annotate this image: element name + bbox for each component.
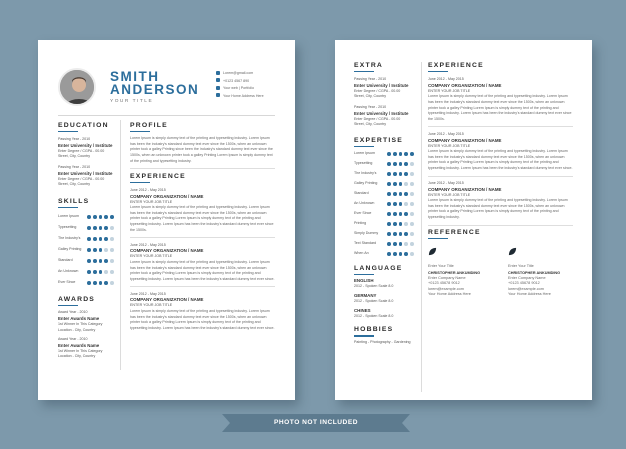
job-title: YOUR TITLE xyxy=(110,99,154,104)
rating-dot xyxy=(99,215,103,219)
skill-rating xyxy=(87,248,114,252)
reference-list xyxy=(428,246,573,297)
rating-dot xyxy=(87,248,91,252)
experience-entry xyxy=(130,292,275,332)
experience-job-title: ENTER YOUR JOB TITLE xyxy=(130,303,173,308)
email-icon xyxy=(216,71,220,75)
rating-dot xyxy=(404,152,408,156)
rating-dot xyxy=(110,215,114,219)
skill-name: The Industry's xyxy=(354,171,377,176)
rating-dot xyxy=(399,232,403,236)
skill-name: When An xyxy=(354,251,369,256)
profile-text: Lorem Ipsum is simply dummy text of the printing and typesetting industry. Lorem Ipsum has been the industry's standard dummy text ever since the 1500s, when an unknown printer took a galley Printing since been the industry's standard dummy text ever since the 1500s, when an unknown printer took a galley Printing Lorem Ipsum is simply dummy text of the printing and typesetting industry. xyxy=(130,136,273,163)
entry-divider xyxy=(130,286,275,287)
rating-dot xyxy=(104,248,108,252)
profile-photo xyxy=(58,68,96,106)
rating-dot xyxy=(93,248,97,252)
heading-underline xyxy=(354,71,374,72)
skill-name: Printing xyxy=(354,221,367,226)
rating-dot xyxy=(410,192,414,196)
resume-page-2 xyxy=(335,40,592,400)
rating-dot xyxy=(99,226,103,230)
rating-dot xyxy=(104,215,108,219)
right-column xyxy=(428,62,573,297)
name-block xyxy=(110,70,210,104)
extra-entry: Passing Year - 2010 Enter University / Institute Enter Degree / CGPA - 00.00 Street, City, Country xyxy=(354,77,409,99)
skill-rating xyxy=(387,202,414,206)
skill-rating xyxy=(387,232,414,236)
rating-dot xyxy=(393,252,397,256)
location-icon xyxy=(216,93,220,97)
rating-dot xyxy=(87,237,91,241)
column-divider xyxy=(421,62,422,392)
experience-entry xyxy=(130,188,275,238)
skill-name: Standard xyxy=(58,257,73,262)
experience-entry xyxy=(428,181,573,221)
skill-row xyxy=(58,244,114,255)
rating-dot xyxy=(387,182,391,186)
rating-dot xyxy=(393,212,397,216)
rating-dot xyxy=(410,222,414,226)
experience-job-title: ENTER YOUR JOB TITLE xyxy=(428,192,471,197)
leaf-icon xyxy=(508,247,517,256)
contact-email: Lorem@gmail.com xyxy=(216,70,264,78)
skill-rating xyxy=(387,222,414,226)
rating-dot xyxy=(93,281,97,285)
rating-dot xyxy=(404,182,408,186)
rating-dot xyxy=(93,226,97,230)
rating-dot xyxy=(393,152,397,156)
rating-dot xyxy=(399,192,403,196)
experience-job-title: ENTER YOUR JOB TITLE xyxy=(428,88,471,93)
skill-row xyxy=(354,229,414,239)
skill-name: An Unknown xyxy=(354,201,375,206)
skill-rating xyxy=(87,281,114,285)
rating-dot xyxy=(399,252,403,256)
rating-dot xyxy=(404,212,408,216)
skill-row xyxy=(354,239,414,249)
heading-underline xyxy=(428,71,448,72)
rating-dot xyxy=(87,259,91,263)
skill-rating xyxy=(387,212,414,216)
experience-job-title: ENTER YOUR JOB TITLE xyxy=(428,143,471,148)
skill-row xyxy=(354,189,414,199)
hobbies-text: Painting - Photography - Gardening xyxy=(354,339,411,344)
rating-dot xyxy=(93,270,97,274)
web-icon xyxy=(216,86,220,90)
right-column xyxy=(130,122,275,331)
skill-name: Text Standard xyxy=(354,241,377,246)
left-column xyxy=(354,62,414,345)
award-entry: Award Year - 2010 Enter Awards Name 1st Winner In This Category Location - City, Country xyxy=(58,337,103,359)
heading-underline xyxy=(130,182,150,183)
rating-dot xyxy=(110,248,114,252)
photo-not-included-banner xyxy=(222,414,410,432)
skill-rating xyxy=(387,162,414,166)
reference-heading: REFERENCE xyxy=(428,229,481,237)
experience-entry xyxy=(130,243,275,287)
skill-rating xyxy=(387,252,414,256)
rating-dot xyxy=(93,259,97,263)
rating-dot xyxy=(87,226,91,230)
skill-row xyxy=(354,159,414,169)
rating-dot xyxy=(104,270,108,274)
skill-row xyxy=(354,249,414,259)
banner-text: PHOTO NOT INCLUDED xyxy=(274,419,358,426)
rating-dot xyxy=(404,162,408,166)
skill-name: Standard xyxy=(354,191,369,196)
rating-dot xyxy=(410,242,414,246)
skill-rating xyxy=(87,226,114,230)
experience-job-title: ENTER YOUR JOB TITLE xyxy=(130,199,173,204)
heading-underline xyxy=(58,305,78,306)
award-entry: Award Year - 2010 Enter Awards Name 1st Winner In This Category Location - City, Country xyxy=(58,310,103,332)
heading-underline xyxy=(354,335,374,336)
header-divider xyxy=(58,115,275,116)
experience-dates: June 2012 - May 2015 xyxy=(428,181,464,186)
experience-text: Lorem Ipsum is simply dummy text of the printing and typesetting industry. Lorem Ipsum has been the industry's standard dummy text ever since the 1500s, when an unknown printer took a galley Printing Lorem Ipsum is simply dummy text of the printing and typesetting industry. Lorem Ipsum has been the industry's standard dummy text ever since. xyxy=(428,149,573,170)
experience-company: COMPANY ORGANIZATION / NAME xyxy=(428,186,502,192)
entry-divider xyxy=(130,237,275,238)
experience-company: COMPANY ORGANIZATION / NAME xyxy=(428,137,502,143)
rating-dot xyxy=(410,212,414,216)
skill-row xyxy=(58,255,114,266)
rating-dot xyxy=(110,270,114,274)
last-name: ANDERSON xyxy=(110,82,200,97)
skill-rating xyxy=(387,152,414,156)
extra-heading: EXTRA xyxy=(354,62,384,69)
skill-row xyxy=(354,199,414,209)
skill-rating xyxy=(87,237,114,241)
rating-dot xyxy=(110,226,114,230)
rating-dot xyxy=(110,259,114,263)
experience-dates: June 2012 - May 2015 xyxy=(428,131,464,136)
rating-dot xyxy=(393,182,397,186)
rating-dot xyxy=(387,202,391,206)
rating-dot xyxy=(404,242,408,246)
rating-dot xyxy=(393,162,397,166)
rating-dot xyxy=(399,242,403,246)
skill-name: Lorem Ipsum xyxy=(354,151,375,156)
rating-dot xyxy=(393,192,397,196)
rating-dot xyxy=(399,172,403,176)
skill-name: An Unknown xyxy=(58,268,79,273)
rating-dot xyxy=(404,192,408,196)
contact-web: Your web | Portfolio xyxy=(216,85,264,93)
skill-rating xyxy=(87,270,114,274)
section-divider xyxy=(428,225,573,226)
rating-dot xyxy=(410,232,414,236)
rating-dot xyxy=(410,172,414,176)
language-heading: LANGUAGE xyxy=(354,265,403,273)
rating-dot xyxy=(99,270,103,274)
heading-underline xyxy=(58,207,78,208)
entry-divider xyxy=(428,176,573,177)
rating-dot xyxy=(99,281,103,285)
skill-row xyxy=(354,179,414,189)
experience-entry xyxy=(428,77,573,127)
skill-rating xyxy=(387,192,414,196)
profile-heading: PROFILE xyxy=(130,122,168,129)
rating-dot xyxy=(399,182,403,186)
heading-underline xyxy=(130,131,150,132)
experience-list xyxy=(130,188,275,331)
rating-dot xyxy=(387,242,391,246)
rating-dot xyxy=(93,215,97,219)
experience-company: COMPANY ORGANIZATION / NAME xyxy=(130,248,204,254)
experience-job-title: ENTER YOUR JOB TITLE xyxy=(130,254,173,259)
education-entry: Passing Year - 2010 Enter University / Institute Enter Degree / CGPA - 00.00 Street, City, Country xyxy=(58,137,113,159)
skills-list xyxy=(58,211,114,288)
language-entry: CHINES 2012 - Spoken Scale 8.0 xyxy=(354,307,394,318)
skill-rating xyxy=(387,242,414,246)
rating-dot xyxy=(404,252,408,256)
experience-entry xyxy=(428,132,573,176)
rating-dot xyxy=(404,172,408,176)
column-divider xyxy=(120,120,121,370)
extra-entry: Passing Year - 2010 Enter University / Institute Enter Degree / CGPA - 00.00 Street, City, Country xyxy=(354,105,409,127)
skill-name: Typesetting xyxy=(354,161,373,166)
left-column xyxy=(58,122,114,360)
phone-icon xyxy=(216,78,220,82)
experience-text: Lorem Ipsum is simply dummy text of the printing and typesetting industry. Lorem Ipsum has been the industry's standard dummy text ever since the 1500s, when an unknown printer took a galley Printing Lorem Ipsum is simply dummy text of the printing and typesetting industry. Lorem Ipsum has been the industry's standard dummy text ever since. xyxy=(130,308,275,330)
entry-divider xyxy=(428,126,573,127)
experience-dates: June 2012 - May 2015 xyxy=(130,291,166,296)
reference-entry: Enter Your Title CHRISTOPHER ANKUMDING Enter Company Name +0123 45678 9012 lorem@example.com Your Home Address Here xyxy=(428,246,490,297)
rating-dot xyxy=(99,259,103,263)
rating-dot xyxy=(410,162,414,166)
awards-heading: AWARDS xyxy=(58,296,96,304)
rating-dot xyxy=(110,281,114,285)
contact-list xyxy=(216,70,264,100)
rating-dot xyxy=(393,172,397,176)
skill-row xyxy=(58,233,114,244)
expertise-list xyxy=(354,149,414,259)
skill-row xyxy=(58,277,114,288)
rating-dot xyxy=(87,215,91,219)
rating-dot xyxy=(393,222,397,226)
rating-dot xyxy=(404,232,408,236)
experience-dates: June 2012 - May 2015 xyxy=(130,242,166,247)
resume-page-1 xyxy=(38,40,295,400)
skill-rating xyxy=(387,172,414,176)
skill-name: Simply Dummy xyxy=(354,231,379,236)
rating-dot xyxy=(104,237,108,241)
rating-dot xyxy=(393,242,397,246)
rating-dot xyxy=(387,212,391,216)
experience-heading: EXPERIENCE xyxy=(130,172,186,180)
hobbies-heading: HOBBIES xyxy=(354,326,394,334)
rating-dot xyxy=(99,237,103,241)
experience-company: COMPANY ORGANIZATION / NAME xyxy=(130,193,204,199)
skill-row xyxy=(354,209,414,219)
rating-dot xyxy=(410,182,414,186)
language-entry: ENGLISH 2012 - Spoken Scale 8.0 xyxy=(354,278,394,289)
rating-dot xyxy=(387,152,391,156)
leaf-icon xyxy=(428,247,437,256)
rating-dot xyxy=(87,281,91,285)
rating-dot xyxy=(404,222,408,226)
rating-dot xyxy=(387,232,391,236)
rating-dot xyxy=(393,232,397,236)
skill-row xyxy=(58,211,114,222)
heading-underline xyxy=(428,238,448,239)
skill-name: Ever Since xyxy=(58,279,76,284)
skill-name: Galley Printing xyxy=(58,246,82,251)
rating-dot xyxy=(399,162,403,166)
skill-name: Galley Printing xyxy=(354,181,378,186)
skill-name: Ever Since xyxy=(354,211,372,216)
expertise-heading: EXPERTISE xyxy=(354,136,403,144)
rating-dot xyxy=(104,281,108,285)
rating-dot xyxy=(410,252,414,256)
rating-dot xyxy=(410,152,414,156)
contact-phone: +0123 4567 890 xyxy=(216,78,264,86)
rating-dot xyxy=(104,259,108,263)
section-divider xyxy=(130,168,275,169)
rating-dot xyxy=(410,202,414,206)
skill-name: Typesetting xyxy=(58,224,77,229)
skill-rating xyxy=(87,215,114,219)
experience-text: Lorem Ipsum is simply dummy text of the printing and typesetting industry. Lorem Ipsum has been the industry's standard dummy text ever since the 1500s, when an unknown printer took a galley Printing Lorem Ipsum is simply dummy text of the printing and typesetting industry. xyxy=(428,198,568,219)
skill-row xyxy=(354,219,414,229)
experience-company: COMPANY ORGANIZATION / NAME xyxy=(428,82,502,88)
skill-rating xyxy=(87,259,114,263)
skill-row xyxy=(354,149,414,159)
skills-heading: SKILLS xyxy=(58,197,90,205)
education-entry: Passing Year - 2010 Enter University / Institute Enter Degree / CGPA - 00.00 Street, City, Country xyxy=(58,165,113,187)
education-heading: EDUCATION xyxy=(58,122,109,129)
experience-company: COMPANY ORGANIZATION / NAME xyxy=(130,297,204,303)
skill-name: Lorem Ipsum xyxy=(58,213,79,218)
rating-dot xyxy=(404,202,408,206)
rating-dot xyxy=(104,226,108,230)
skill-rating xyxy=(387,182,414,186)
heading-underline xyxy=(354,146,374,147)
rating-dot xyxy=(399,212,403,216)
rating-dot xyxy=(399,152,403,156)
reference-entry: Enter Your Title CHRISTOPHER ANKUMDING Enter Company Name +0123 45678 9012 lorem@example.com Your Home Address Here xyxy=(508,246,570,297)
rating-dot xyxy=(387,172,391,176)
rating-dot xyxy=(399,202,403,206)
skill-name: The Industry's xyxy=(58,235,81,240)
experience-dates: June 2012 - May 2015 xyxy=(428,77,464,82)
skill-row xyxy=(354,169,414,179)
contact-address: Your Home Address Here xyxy=(216,93,264,101)
rating-dot xyxy=(387,252,391,256)
rating-dot xyxy=(393,202,397,206)
skill-row xyxy=(58,222,114,233)
heading-underline xyxy=(354,274,374,275)
experience-heading: EXPERIENCE xyxy=(428,62,484,69)
rating-dot xyxy=(387,162,391,166)
rating-dot xyxy=(93,237,97,241)
experience-list xyxy=(428,77,573,220)
rating-dot xyxy=(99,248,103,252)
skill-row xyxy=(58,266,114,277)
experience-text: Lorem Ipsum is simply dummy text of the printing and typesetting industry. Lorem Ipsum has been the industry's standard dummy text ever since the 1500s, when an unknown printer took a galley Printing Lorem Ipsum is simply dummy text of the printing and typesetting industry. Lorem Ipsum has been the industry's standard dummy text ever since the 1500s. xyxy=(130,205,274,232)
experience-text: Lorem Ipsum is simply dummy text of the printing and typesetting industry. Lorem Ipsum has been the industry's standard dummy text ever since the 1500s, when an unknown printer took a galley Printing Lorem Ipsum is simply dummy text of the printing and typesetting industry. Lorem Ipsum has been the industry's standard dummy text ever since the 1500s. xyxy=(428,94,572,121)
rating-dot xyxy=(110,237,114,241)
rating-dot xyxy=(387,192,391,196)
heading-underline xyxy=(58,131,78,132)
rating-dot xyxy=(387,222,391,226)
language-entry: GERMANY 2012 - Spoken Scale 8.0 xyxy=(354,293,394,304)
rating-dot xyxy=(399,222,403,226)
first-name: SMITH xyxy=(110,69,160,84)
experience-text: Lorem Ipsum is simply dummy text of the printing and typesetting industry. Lorem Ipsum has been the industry's standard dummy text ever since the 1500s, when an unknown printer took a galley Printing Lorem Ipsum is simply dummy text of the printing and typesetting industry. Lorem Ipsum has been the industry's standard dummy text ever since. xyxy=(130,259,275,281)
experience-dates: June 2012 - May 2015 xyxy=(130,188,166,193)
rating-dot xyxy=(87,270,91,274)
